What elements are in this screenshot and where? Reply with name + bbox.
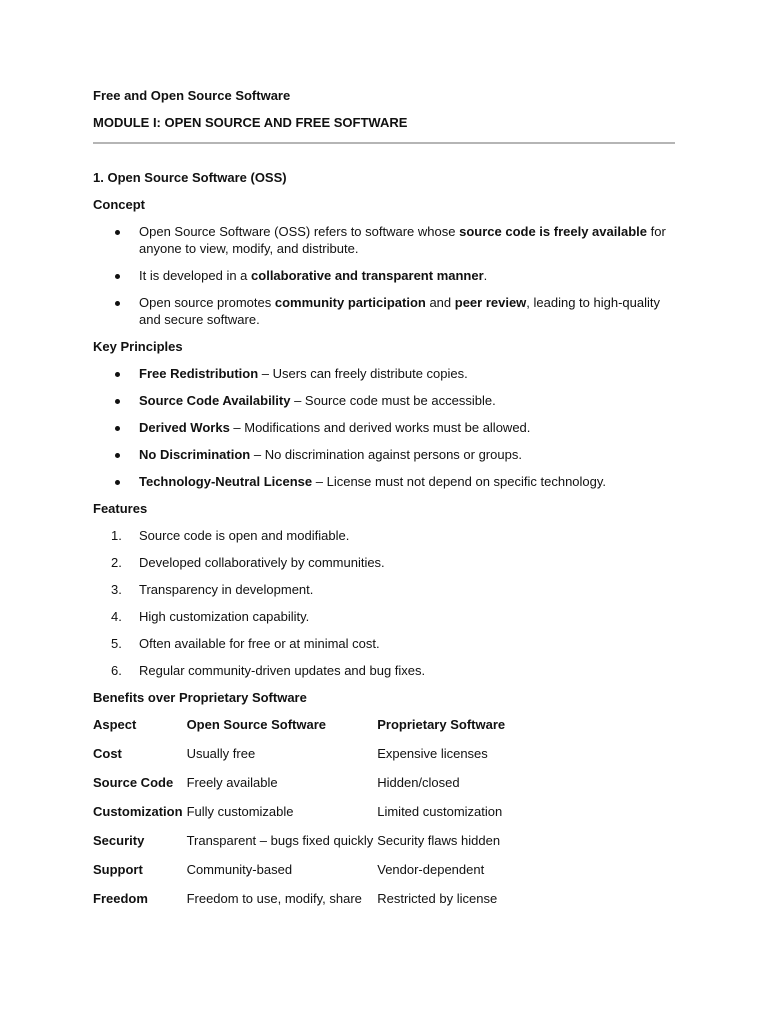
list-item xyxy=(93,419,675,436)
list-number: 2. xyxy=(111,555,122,570)
table-cell: Freely available xyxy=(186,775,278,790)
module-title: MODULE I: OPEN SOURCE AND FREE SOFTWARE xyxy=(93,115,408,130)
document-title: Free and Open Source Software xyxy=(93,88,291,103)
document-content xyxy=(93,87,675,919)
table-cell: Fully customizable xyxy=(186,804,294,819)
table-row xyxy=(93,890,581,919)
principles-heading: Key Principles xyxy=(93,339,183,354)
table-row xyxy=(93,832,581,861)
table-cell: Usually free xyxy=(186,746,256,761)
table-cell: Customization xyxy=(93,804,183,819)
table-cell: Security xyxy=(93,833,145,848)
principle-desc: – Source code must be accessible. xyxy=(290,393,496,408)
list-number: 6. xyxy=(111,663,122,678)
concept-heading: Concept xyxy=(93,197,145,212)
bold-text: community participation xyxy=(274,295,426,310)
table-cell: Community-based xyxy=(186,862,293,877)
list-number: 3. xyxy=(111,582,122,597)
list-item xyxy=(93,223,675,257)
list-item xyxy=(93,267,675,284)
list-item xyxy=(93,365,675,382)
table-cell: Vendor-dependent xyxy=(377,862,485,877)
table-cell: Expensive licenses xyxy=(377,746,488,761)
principles-list xyxy=(93,365,675,490)
features-heading: Features xyxy=(93,501,148,516)
bold-text: peer review xyxy=(454,295,527,310)
feature-text: Source code is open and modifiable. xyxy=(139,528,350,543)
principle-desc: – Modifications and derived works must be allowed. xyxy=(229,420,531,435)
list-item xyxy=(93,635,675,652)
principle-desc: – License must not depend on specific technology. xyxy=(312,474,607,489)
table-cell: Freedom to use, modify, share xyxy=(186,891,362,906)
principle-term: Free Redistribution xyxy=(139,366,259,381)
feature-text: Transparency in development. xyxy=(139,582,314,597)
table-cell: Security flaws hidden xyxy=(377,833,501,848)
benefits-table xyxy=(93,716,581,919)
column-header: Open Source Software xyxy=(186,717,326,732)
table-cell: Limited customization xyxy=(377,804,503,819)
list-number: 4. xyxy=(111,609,122,624)
column-header: Proprietary Software xyxy=(377,717,506,732)
list-item xyxy=(93,608,675,625)
text-run: Open Source Software (OSS) refers to software whose xyxy=(139,224,460,239)
horizontal-rule xyxy=(93,142,675,144)
table-row xyxy=(93,774,581,803)
section-title: 1. Open Source Software (OSS) xyxy=(93,170,287,185)
features-list xyxy=(93,527,675,679)
text-run: , leading to high-quality and secure software. xyxy=(139,295,660,327)
table-cell: Hidden/closed xyxy=(377,775,460,790)
table-cell: Restricted by license xyxy=(377,891,498,906)
table-row xyxy=(93,803,581,832)
text-run: Open source promotes xyxy=(139,295,275,310)
list-item xyxy=(93,581,675,598)
text-run: It is developed in a xyxy=(139,268,252,283)
table-row xyxy=(93,745,581,774)
table-cell: Support xyxy=(93,862,143,877)
list-item xyxy=(93,473,675,490)
concept-list xyxy=(93,223,675,328)
bold-text: collaborative and transparent manner xyxy=(251,268,484,283)
list-item xyxy=(93,392,675,409)
table-header-row xyxy=(93,716,581,745)
list-item xyxy=(93,554,675,571)
list-item xyxy=(93,527,675,544)
column-header: Aspect xyxy=(93,717,137,732)
list-item xyxy=(93,294,675,328)
list-number: 5. xyxy=(111,636,122,651)
principle-term: Source Code Availability xyxy=(139,393,291,408)
feature-text: Developed collaboratively by communities. xyxy=(139,555,385,570)
bold-text: source code is freely available xyxy=(459,224,647,239)
principle-term: Derived Works xyxy=(139,420,230,435)
text-run: . xyxy=(483,268,488,283)
principle-desc: – Users can freely distribute copies. xyxy=(258,366,468,381)
table-cell: Cost xyxy=(93,746,122,761)
table-cell: Transparent – bugs fixed quickly xyxy=(186,833,374,848)
principle-desc: – No discrimination against persons or groups. xyxy=(250,447,522,462)
principle-term: No Discrimination xyxy=(139,447,251,462)
list-item xyxy=(93,662,675,679)
table-cell: Freedom xyxy=(93,891,148,906)
text-run: for anyone to view, modify, and distribute. xyxy=(139,224,666,256)
benefits-heading: Benefits over Proprietary Software xyxy=(93,690,307,705)
feature-text: Regular community-driven updates and bug fixes. xyxy=(139,663,426,678)
list-number: 1. xyxy=(111,528,122,543)
table-cell: Source Code xyxy=(93,775,174,790)
principle-term: Technology-Neutral License xyxy=(139,474,313,489)
list-item xyxy=(93,446,675,463)
table-row xyxy=(93,861,581,890)
feature-text: High customization capability. xyxy=(139,609,310,624)
feature-text: Often available for free or at minimal cost. xyxy=(139,636,380,651)
text-run: and xyxy=(425,295,455,310)
